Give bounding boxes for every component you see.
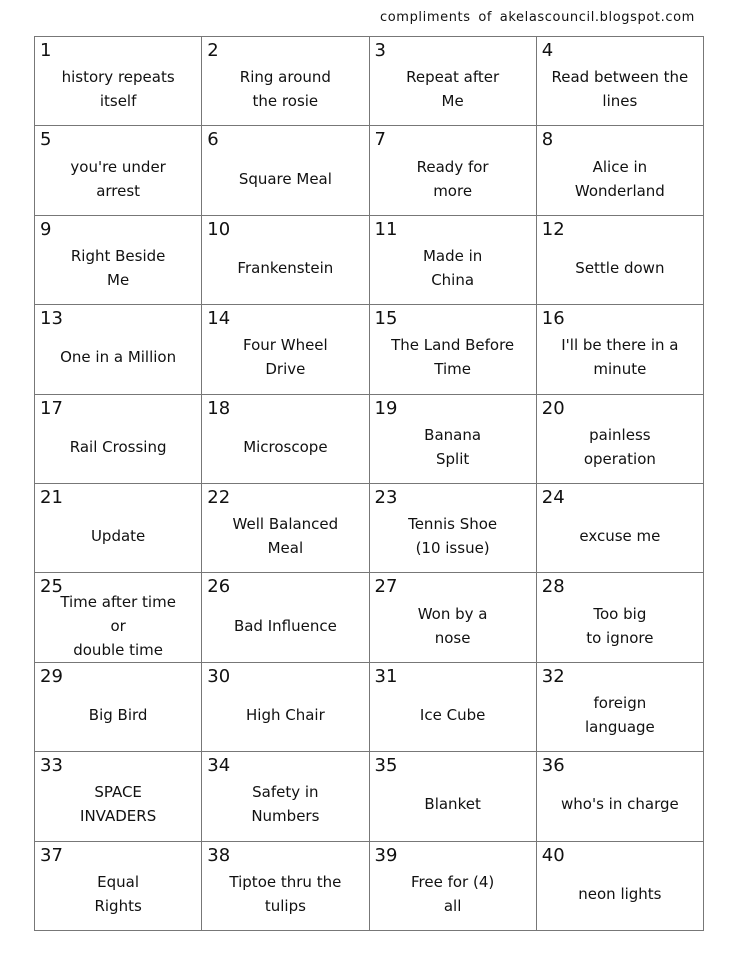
cell-number: 11 [374,218,398,240]
cell-text: I'll be there in a minute [561,336,679,379]
puzzle-cell [537,663,704,752]
cell-text: Microscope [243,437,328,456]
cell-text: Four Wheel Drive [243,336,328,379]
cell-text: Repeat after Me [406,68,500,111]
cell-number: 31 [374,665,398,687]
puzzle-cell [537,305,704,394]
cell-number: 19 [374,397,398,419]
cell-number: 14 [207,308,231,330]
cell-text: Ready for more [416,157,489,200]
cell-number: 38 [207,844,231,866]
cell-number: 2 [207,40,219,61]
cell-number: 36 [541,755,565,777]
cell-number: 37 [40,844,63,866]
cell-number: 6 [207,129,219,151]
cell-text: Tennis Shoe (10 issue) [408,515,498,558]
puzzle-cell [202,126,369,215]
puzzle-cell [537,216,704,305]
cell-text: Square Meal [238,169,332,188]
puzzle-grid [34,36,704,931]
puzzle-cell [370,305,537,394]
cell-text: Update [90,527,146,546]
cell-text: Alice in Wonderland [574,157,665,200]
cell-number: 10 [207,218,231,240]
cell-text: Time after time or double time [60,592,176,659]
puzzle-cell [35,216,202,305]
puzzle-cell [370,484,537,573]
cell-text: Banana Split [424,425,482,468]
puzzle-cell [370,752,537,841]
cell-number: 39 [374,844,398,866]
credit-line: compliments of akelascouncil.blogspot.com [380,10,695,25]
puzzle-cell [537,484,704,573]
puzzle-cell [202,752,369,841]
puzzle-cell [537,752,704,841]
cell-text: One in a Million [60,348,177,367]
cell-number: 20 [541,397,565,419]
cell-number: 13 [40,308,63,330]
puzzle-cell [35,484,202,573]
cell-number: 15 [374,308,398,330]
cell-number: 5 [40,129,52,151]
puzzle-cell [35,126,202,215]
cell-number: 25 [40,576,63,598]
cell-text: history repeats itself [61,68,175,111]
puzzle-cell [537,842,704,931]
puzzle-cell [537,573,704,662]
cell-text: neon lights [578,884,662,903]
puzzle-cell [537,395,704,484]
cell-text: Free for (4) all [411,872,495,915]
cell-number: 30 [207,665,231,687]
puzzle-cell [202,305,369,394]
cell-number: 27 [374,576,398,598]
cell-number: 34 [207,755,231,777]
cell-number: 35 [374,755,398,777]
puzzle-cell [370,395,537,484]
cell-text: Tiptoe thru the tulips [229,872,342,915]
cell-text: who's in charge [561,795,679,814]
cell-number: 22 [207,487,231,508]
cell-number: 29 [40,665,63,687]
cell-text: SPACE INVADERS [80,783,157,826]
puzzle-cell [202,842,369,931]
puzzle-cell [35,663,202,752]
puzzle-cell [35,573,202,662]
puzzle-cell [35,395,202,484]
cell-number: 3 [374,40,386,61]
cell-number: 17 [40,397,63,419]
cell-number: 18 [207,397,231,419]
cell-text: Equal Rights [94,872,142,915]
puzzle-cell [370,37,537,126]
puzzle-cell [202,573,369,662]
cell-number: 26 [207,576,231,598]
cell-text: Read between the lines [551,68,689,111]
cell-text: The Land Before Time [391,336,515,379]
cell-text: Rail Crossing [69,437,167,456]
cell-text: Safety in Numbers [251,783,320,826]
puzzle-cell [370,216,537,305]
cell-text: High Chair [246,705,325,724]
cell-text: you're under arrest [70,157,166,200]
puzzle-cell [202,216,369,305]
cell-text: Ice Cube [419,705,486,724]
cell-text: Frankenstein [237,258,334,277]
puzzle-cell [537,37,704,126]
cell-text: Settle down [575,258,665,277]
cell-text: Won by a nose [417,604,488,647]
puzzle-cell [35,305,202,394]
puzzle-cell [35,842,202,931]
cell-text: Made in China [422,246,483,289]
cell-number: 33 [40,755,63,777]
cell-text: excuse me [579,527,661,546]
cell-number: 8 [541,129,554,151]
cell-number: 12 [541,218,565,240]
puzzle-cell [370,126,537,215]
cell-number: 1 [40,40,52,61]
cell-number: 7 [374,129,386,151]
cell-text: Blanket [424,795,481,814]
cell-text: foreign language [584,693,655,736]
cell-number: 24 [541,487,565,508]
cell-number: 23 [374,487,398,508]
cell-text: Too big to ignore [586,604,654,647]
cell-text: painless operation [583,425,656,468]
cell-number: 9 [40,218,52,240]
cell-number: 21 [40,487,63,508]
puzzle-cell [35,752,202,841]
cell-text: Bad Influence [233,616,337,635]
cell-number: 32 [541,665,565,687]
puzzle-cell [370,842,537,931]
cell-text: Right Beside Me [70,246,166,289]
cell-number: 4 [541,40,554,61]
puzzle-cell [202,37,369,126]
puzzle-cell [202,484,369,573]
puzzle-cell [202,395,369,484]
puzzle-cell [537,126,704,215]
cell-text: Ring around the rosie [239,68,331,111]
cell-number: 28 [541,576,565,598]
cell-number: 16 [541,308,565,330]
puzzle-cell [370,663,537,752]
cell-text: Well Balanced Meal [232,515,339,558]
cell-text: Big Bird [88,705,148,724]
puzzle-cell [35,37,202,126]
puzzle-cell [370,573,537,662]
cell-number: 40 [541,844,565,866]
puzzle-cell [202,663,369,752]
